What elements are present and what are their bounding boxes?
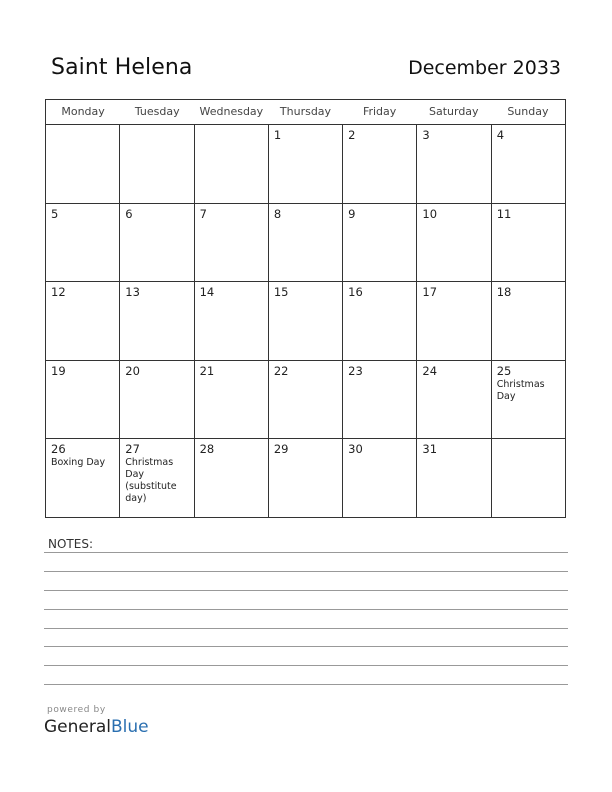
day-cell [46,282,120,360]
day-cell [195,204,269,282]
day-cell [46,125,120,203]
day-number: 14 [199,285,215,300]
day-cell [343,439,417,517]
calendar-week-row [46,439,565,517]
day-number: 9 [348,206,356,221]
day-cell [417,125,491,203]
day-cell [417,282,491,360]
day-cell [343,361,417,439]
powered-by-text: powered by [47,705,106,715]
brand-general-text: General [44,717,111,737]
day-cell [417,439,491,517]
day-number: 29 [273,442,289,457]
notes-line [44,590,568,591]
weeks-container [46,125,565,517]
day-cell [492,282,565,360]
day-number: 31 [422,442,438,457]
notes-line [44,571,568,572]
day-number: 25 [496,363,512,378]
day-number: 17 [422,285,438,300]
calendar-week-row [46,204,565,283]
day-number: 28 [199,442,215,457]
day-cell [492,204,565,282]
day-cell [269,282,343,360]
day-cell [417,204,491,282]
calendar-week-row [46,125,565,204]
weekday-header: Saturday [428,105,479,118]
day-number: 11 [496,206,512,221]
day-cell [417,361,491,439]
brand-logo [44,717,149,737]
day-cell [492,439,565,517]
day-number: 20 [125,363,140,378]
day-cell [195,439,269,517]
holiday-label: Christmas Day (substitute day) [125,457,177,505]
day-cell [269,125,343,203]
day-number: 16 [348,285,363,300]
calendar-week-row [46,282,565,361]
day-cell [195,361,269,439]
day-number: 22 [273,363,289,378]
day-number: 6 [125,206,133,221]
holiday-label: Christmas Day [496,378,545,402]
day-number: 27 [125,442,140,457]
weekday-header: Sunday [507,105,549,118]
month-year-title: December 2033 [408,57,561,79]
brand-blue-text: Blue [111,717,149,737]
day-number: 23 [348,363,363,378]
weekday-header: Tuesday [134,105,180,118]
day-cell [120,125,194,203]
day-number: 3 [422,128,430,142]
day-cell [120,439,194,517]
notes-line [44,609,568,610]
day-cell [46,361,120,439]
notes-line [44,665,568,666]
day-cell [343,282,417,360]
notes-line [44,628,568,629]
day-number: 15 [273,285,289,300]
day-cell [269,361,343,439]
day-cell [46,204,120,282]
day-cell [46,439,120,517]
day-number: 12 [51,285,66,300]
day-number: 24 [422,363,438,378]
holiday-label: Boxing Day [51,457,106,469]
calendar-grid [45,99,566,518]
weekday-header: Wednesday [199,105,264,118]
weekday-header-row [46,100,565,125]
day-cell [269,204,343,282]
day-cell [120,204,194,282]
day-cell [195,282,269,360]
day-cell [343,125,417,203]
weekday-header: Friday [362,105,397,118]
day-number: 18 [496,285,512,300]
day-number: 5 [51,206,59,221]
weekday-header: Thursday [279,105,332,118]
day-cell [492,361,565,439]
notes-line [44,684,568,685]
day-number: 30 [348,442,363,457]
weekday-header: Monday [61,105,105,118]
calendar-week-row [46,361,565,440]
day-number: 19 [51,363,66,378]
day-number: 13 [125,285,140,300]
day-cell [343,204,417,282]
day-cell [492,125,565,203]
day-number: 1 [273,128,282,142]
day-number: 26 [51,442,66,457]
day-number: 10 [422,206,438,221]
notes-line [44,552,568,553]
day-number: 21 [199,363,215,378]
day-cell [120,361,194,439]
notes-line [44,646,568,647]
day-cell [269,439,343,517]
day-number: 2 [348,128,356,142]
day-cell [120,282,194,360]
day-cell [195,125,269,203]
notes-label: NOTES: [48,537,93,551]
day-number: 7 [199,206,207,221]
day-number: 8 [273,206,282,221]
day-number: 4 [496,128,505,142]
country-title: Saint Helena [51,55,193,80]
